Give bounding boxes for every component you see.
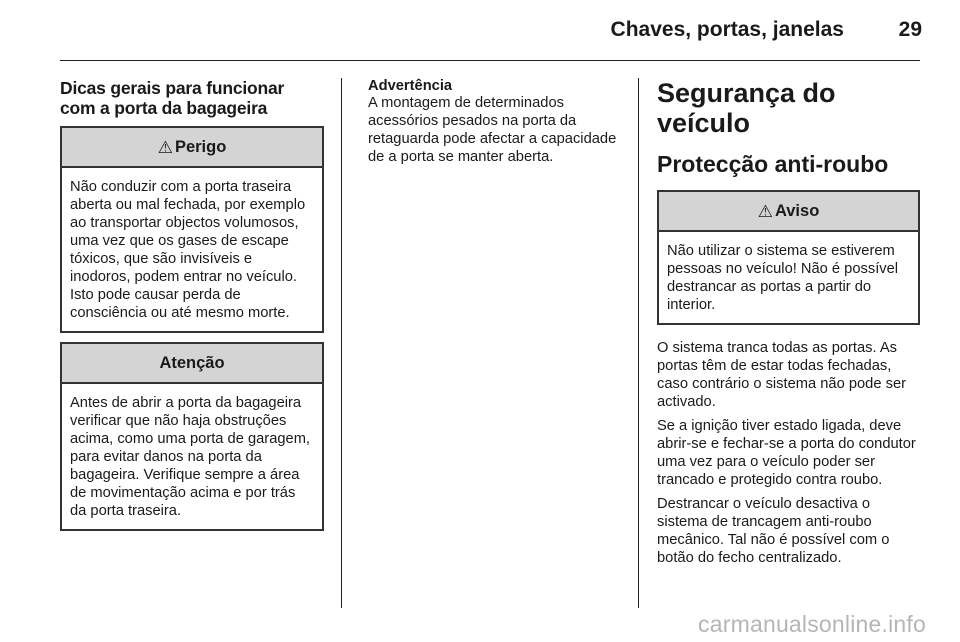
column-3 [657,78,920,573]
page-number: 29 [898,18,922,41]
caution-box [60,342,324,531]
caution-box-title: Atenção [159,353,225,372]
warning-box-header [659,192,918,232]
chapter-title: Segurança do veículo [657,78,836,138]
section-heading: Dicas gerais para funcionar com a porta da bagageira [60,78,285,118]
column-divider-1 [341,78,342,608]
warning-triangle-icon: ⚠ [157,137,173,157]
header-title: Chaves, portas, janelas [610,18,844,41]
note-text: A montagem de determinados acessórios pesados na porta da retaguarda pode afectar a capacidade de a porta se manter aberta. [368,95,617,165]
watermark: carmanualsonline.info [698,611,926,637]
danger-box-header [62,128,322,168]
danger-box-text: Não conduzir com a porta traseira aberta ou mal fechada, por exemplo ao transportar objectos volumosos, uma vez que os gases de escape tóxicos, que são invisíveis e inodoros, podem entrar no veículo. Isto pode causar perda de consciência ou até mesmo morte. [70,179,306,321]
note-label: Advertência [368,78,453,94]
warning-box [657,190,920,325]
column-1 [60,78,324,540]
caution-box-text: Antes de abrir a porta da bagageira verificar que não haja obstruções acima, como uma porta de garagem, para evitar danos na porta da bagageira. Verifique sempre a área de movimentação acima e por trás da porta traseira. [70,395,311,519]
paragraph-3: Destrancar o veículo desactiva o sistema de trancagem anti-roubo mecânico. Tal não é possível com o botão do fecho centralizado. [657,496,890,566]
danger-box [60,126,324,333]
caution-box-header [62,344,322,384]
page-header [0,0,960,60]
section-title: Protecção anti-roubo [657,151,889,177]
header-rule [60,60,920,61]
danger-box-title: Perigo [174,137,227,156]
warning-box-title: Aviso [774,201,820,220]
paragraph-1: O sistema tranca todas as portas. As portas têm de estar todas fechadas, caso contrário o sistema não pode ser activado. [657,340,907,410]
column-divider-2 [638,78,639,608]
warning-triangle-icon: ⚠ [757,201,773,221]
warning-box-text: Não utilizar o sistema se estiverem pessoas no veículo! Não é possível destrancar as portas a partir do interior. [667,243,899,313]
column-2 [368,78,618,172]
paragraph-2: Se a ignição tiver estado ligada, deve abrir-se e fechar-se a porta do condutor uma vez para o veículo poder ser trancado e protegido contra roubo. [657,418,916,488]
